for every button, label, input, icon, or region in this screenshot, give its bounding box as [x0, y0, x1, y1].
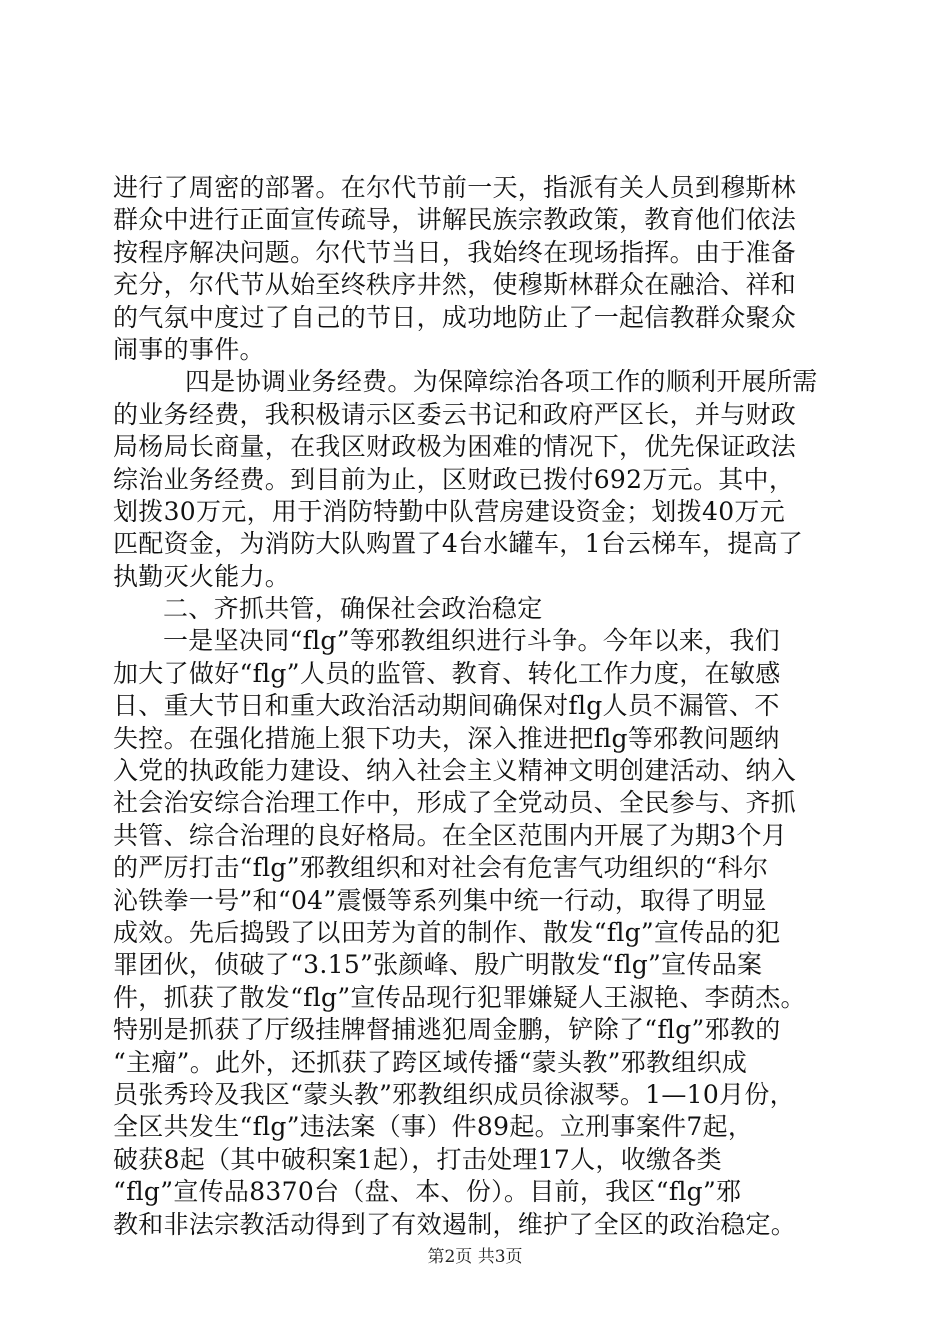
text-line: 执勤灭火能力。 [113, 561, 291, 591]
text-line: 社会治安综合治理工作中，形成了全党动员、全民参与、齐抓 [113, 788, 797, 818]
text-line: 局杨局长商量，在我区财政极为困难的情况下，优先保证政法 [113, 432, 797, 462]
text-line: “主瘤”。此外，还抓获了跨区域传播“蒙头教”邪教组织成 [113, 1047, 748, 1077]
text-line: 的业务经费，我积极请示区委云书记和政府严区长，并与财政 [113, 399, 797, 429]
text-line: 共管、综合治理的良好格局。在全区范围内开展了为期3个月 [113, 820, 788, 850]
text-line: 的气氛中度过了自己的节日，成功地防止了一起信教群众聚众 [113, 302, 797, 332]
text-line: 失控。在强化措施上狠下功夫，深入推进把flg等邪教问题纳 [113, 723, 780, 753]
text-line: 二、齐抓共管，确保社会政治稳定 [163, 594, 543, 624]
text-line: 群众中进行正面宣传疏导，讲解民族宗教政策，教育他们依法 [113, 205, 797, 235]
text-line: 的严厉打击“flg”邪教组织和对社会有危害气功组织的“科尔 [113, 853, 769, 883]
text-line: 沁铁拳一号”和“04”震慑等系列集中统一行动，取得了明显 [113, 885, 767, 915]
text-line: 划拨30万元，用于消防特勤中队营房建设资金；划拨40万元 [113, 496, 786, 526]
text-line: 全区共发生“flg”违法案（事）件89起。立刑事案件7起， [113, 1112, 754, 1142]
text-line: 日、重大节日和重大政治活动期间确保对flg人员不漏管、不 [113, 691, 780, 721]
text-line: 闹事的事件。 [113, 334, 265, 364]
text-line: 四是协调业务经费。为保障综治各项工作的顺利开展所需 [185, 367, 818, 397]
text-line: 进行了周密的部署。在尔代节前一天，指派有关人员到穆斯林 [113, 173, 797, 202]
text-line: 员张秀玲及我区“蒙头教”邪教组织成员徐淑琴。1—10月份， [113, 1079, 795, 1109]
text-line: 件，抓获了散发“flg”宣传品现行犯罪嫌疑人王淑艳、李荫杰。 [113, 982, 806, 1012]
text-line: 入党的执政能力建设、纳入社会主义精神文明创建活动、纳入 [113, 756, 797, 786]
text-line: 一是坚决同“flg”等邪教组织进行斗争。今年以来，我们 [163, 626, 780, 656]
text-line: 成效。先后捣毁了以田芳为首的制作、散发“flg”宣传品的犯 [113, 917, 781, 947]
text-line: 教和非法宗教活动得到了有效遏制，维护了全区的政治稳定。 [113, 1209, 797, 1239]
document-body [113, 172, 843, 1241]
page-footer: 第2页 共3页 [427, 1247, 523, 1267]
text-line: 加大了做好“flg”人员的监管、教育、转化工作力度，在敏感 [113, 658, 781, 688]
text-line: 特别是抓获了厅级挂牌督捕逃犯周金鹏，铲除了“flg”邪教的 [113, 1015, 781, 1045]
text-line: 破获8起（其中破积案1起），打击处理17人，收缴各类 [113, 1144, 722, 1174]
text-line: 充分，尔代节从始至终秩序井然，使穆斯林群众在融洽、祥和 [113, 270, 797, 300]
text-line: 匹配资金，为消防大队购置了4台水罐车，1台云梯车，提高了 [113, 529, 804, 559]
text-line: 罪团伙，侦破了“3.15”张颜峰、殷广明散发“flg”宣传品案 [113, 950, 763, 980]
text-line: 按程序解决问题。尔代节当日，我始终在现场指挥。由于准备 [113, 237, 797, 267]
text-line: “flg”宣传品8370台（盘、本、份）。目前，我区“flg”邪 [113, 1177, 742, 1207]
text-line: 综治业务经费。到目前为止，区财政已拨付692万元。其中， [113, 464, 795, 494]
